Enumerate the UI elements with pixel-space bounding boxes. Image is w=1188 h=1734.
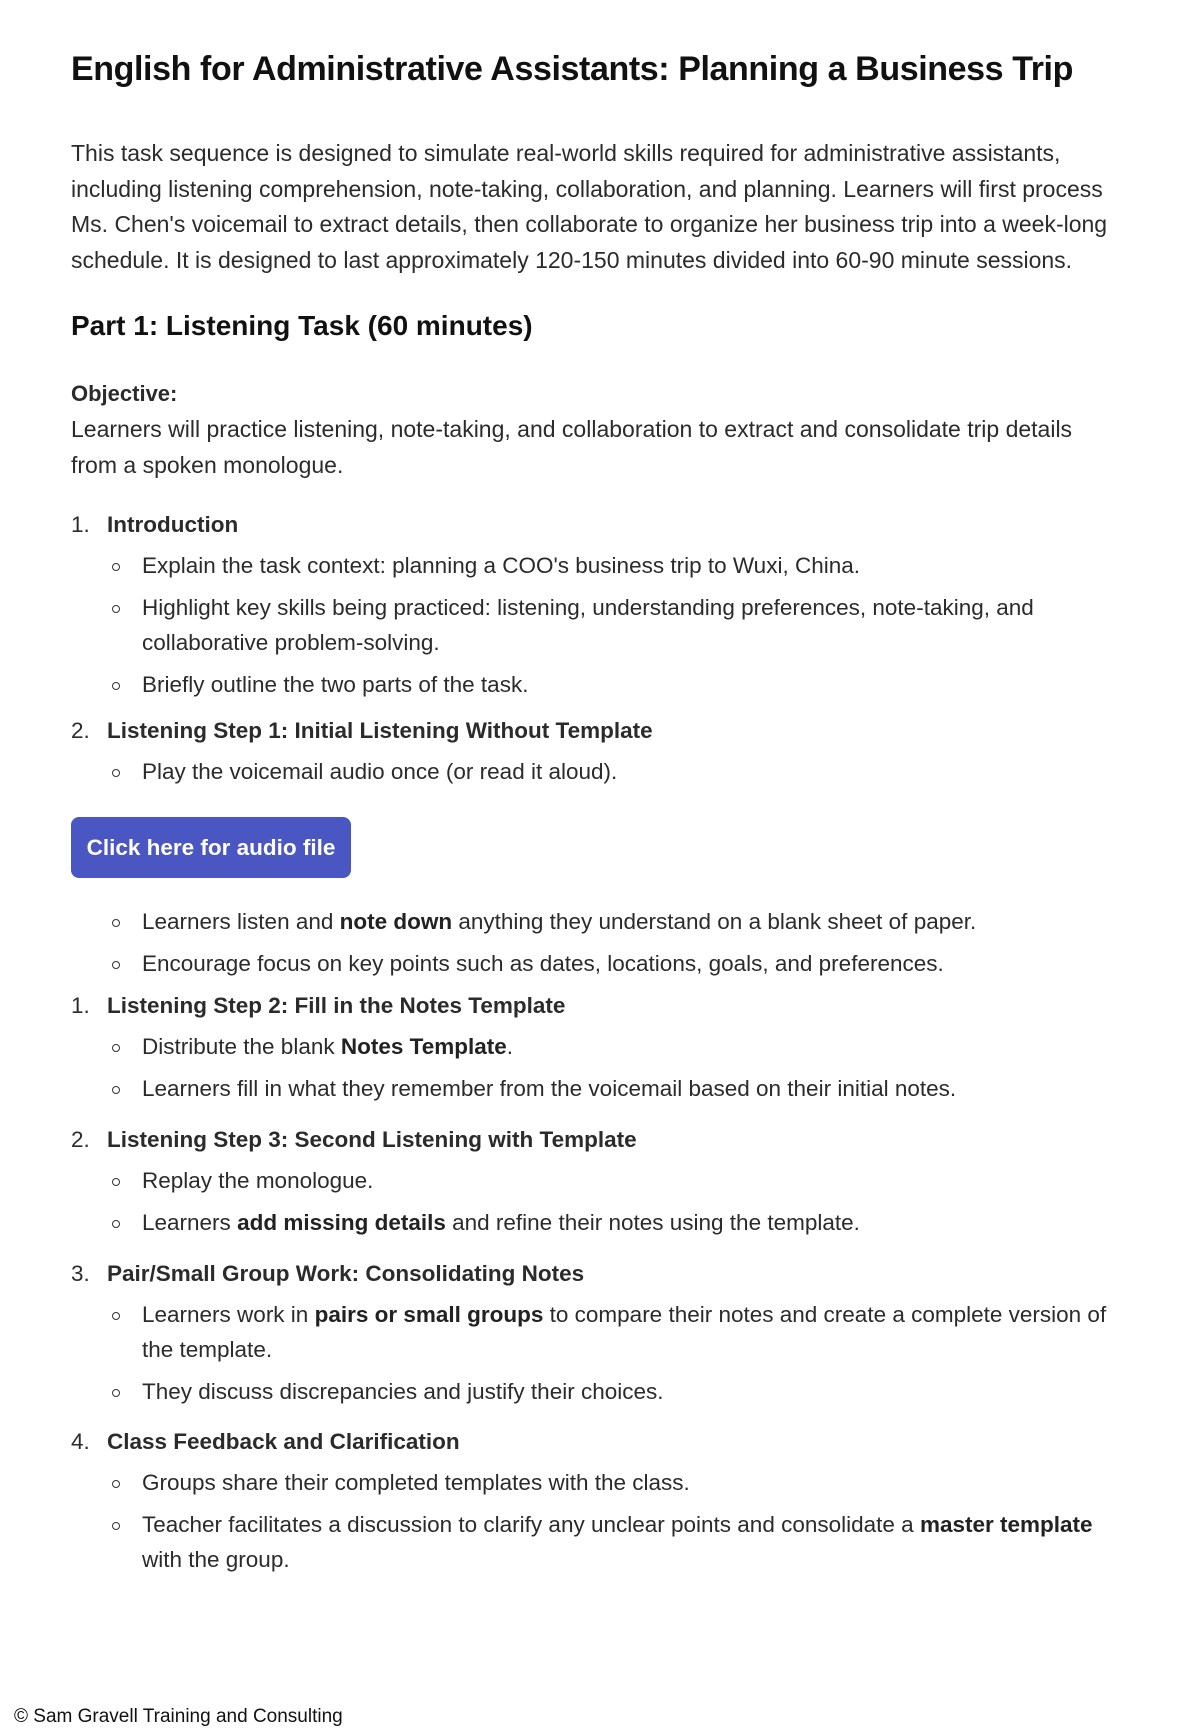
step-bullets bbox=[71, 754, 1121, 789]
list-item bbox=[71, 1163, 1121, 1198]
step-group-work bbox=[71, 1258, 1121, 1409]
list-item bbox=[71, 1071, 1121, 1106]
step-listening-2 bbox=[71, 990, 1121, 1106]
step-title: Listening Step 2: Fill in the Notes Template bbox=[107, 993, 566, 1018]
list-item bbox=[71, 754, 1121, 789]
step-number: 1. bbox=[71, 993, 90, 1018]
bold-text: note down bbox=[339, 909, 453, 934]
text: Teacher facilitates a discussion to clarify any unclear points and consolidate a bbox=[142, 1512, 920, 1537]
text: Groups share their completed templates with the class. bbox=[142, 1470, 690, 1495]
list-item bbox=[71, 548, 1121, 583]
list-item bbox=[71, 1029, 1121, 1064]
step-listening-1 bbox=[71, 715, 1121, 789]
step-number: 3. bbox=[71, 1261, 90, 1286]
text: to compare their notes and create a complete version of the template. bbox=[142, 1302, 1107, 1362]
step-bullets bbox=[71, 1163, 1121, 1240]
list-item bbox=[71, 590, 1121, 660]
list-item bbox=[71, 1465, 1121, 1500]
text: Briefly outline the two parts of the task. bbox=[142, 672, 529, 697]
list-item bbox=[71, 1297, 1121, 1367]
bold-text: Notes Template bbox=[340, 1034, 507, 1059]
step-number: 2. bbox=[71, 718, 90, 743]
step-number: 4. bbox=[71, 1429, 90, 1454]
text: Learners bbox=[142, 1210, 238, 1235]
text: Encourage focus on key points such as dates, locations, goals, and preferences. bbox=[142, 951, 944, 976]
list-item bbox=[71, 1205, 1121, 1240]
step-title: Listening Step 3: Second Listening with Template bbox=[107, 1127, 637, 1152]
section-heading-part1: Part 1: Listening Task (60 minutes) bbox=[71, 310, 533, 341]
audio-file-button[interactable]: Click here for audio file bbox=[71, 817, 351, 878]
text: Explain the task context: planning a COO's business trip to Wuxi, China. bbox=[142, 553, 860, 578]
text: Play the voicemail audio once (or read it aloud). bbox=[142, 759, 618, 784]
text: Highlight key skills being practiced: listening, understanding preferences, note-taking, and collaborative problem-solving. bbox=[142, 595, 1034, 655]
after-audio-bullets bbox=[71, 897, 1121, 981]
text: anything they understand on a blank sheet of paper. bbox=[452, 909, 977, 934]
step-bullets bbox=[71, 904, 1121, 981]
text: Replay the monologue. bbox=[142, 1168, 374, 1193]
step-bullets bbox=[71, 1029, 1121, 1106]
intro-paragraph: This task sequence is designed to simulate real-world skills required for administrative assistants, including listening comprehension, note-taking, collaboration, and planning. Learners will first process Ms. Chen's voicemail to extract details, then collaborate to organize her business trip into a week-long schedule. It is designed to last approximately 120-150 minutes divided into 60-90 minute sessions. bbox=[71, 140, 1108, 273]
step-number: 2. bbox=[71, 1127, 90, 1152]
step-bullets bbox=[71, 1297, 1121, 1409]
step-title: Pair/Small Group Work: Consolidating Notes bbox=[107, 1261, 585, 1286]
copyright-footer: © Sam Gravell Training and Consulting bbox=[14, 1706, 343, 1727]
text: and refine their notes using the template. bbox=[445, 1210, 860, 1235]
list-item bbox=[71, 946, 1121, 981]
bold-text: master template bbox=[919, 1512, 1093, 1537]
objective-label: Objective: bbox=[71, 381, 178, 406]
text: Learners work in bbox=[142, 1302, 315, 1327]
step-title: Class Feedback and Clarification bbox=[107, 1429, 460, 1454]
step-title: Introduction bbox=[107, 512, 239, 537]
text: . bbox=[506, 1034, 513, 1059]
step-class-feedback bbox=[71, 1426, 1121, 1577]
text: with the group. bbox=[142, 1547, 290, 1572]
step-listening-3 bbox=[71, 1124, 1121, 1240]
text: Learners fill in what they remember from the voicemail based on their initial notes. bbox=[142, 1076, 957, 1101]
page-title: English for Administrative Assistants: Planning a Business Trip bbox=[71, 50, 1073, 88]
list-item bbox=[71, 904, 1121, 939]
list-item bbox=[71, 1507, 1121, 1577]
text: Learners listen and bbox=[142, 909, 340, 934]
list-item bbox=[71, 667, 1121, 702]
bold-text: pairs or small groups bbox=[314, 1302, 544, 1327]
objective-text: Learners will practice listening, note-taking, and collaboration to extract and consolidate trip details from a spoken monologue. bbox=[71, 416, 1073, 478]
step-bullets bbox=[71, 1465, 1121, 1577]
text: They discuss discrepancies and justify their choices. bbox=[142, 1379, 664, 1404]
step-title: Listening Step 1: Initial Listening Without Template bbox=[107, 718, 653, 743]
step-bullets bbox=[71, 548, 1121, 702]
step-introduction bbox=[71, 509, 1121, 702]
bold-text: add missing details bbox=[237, 1210, 446, 1235]
step-number: 1. bbox=[71, 512, 90, 537]
text: Distribute the blank bbox=[142, 1034, 341, 1059]
list-item bbox=[71, 1374, 1121, 1409]
